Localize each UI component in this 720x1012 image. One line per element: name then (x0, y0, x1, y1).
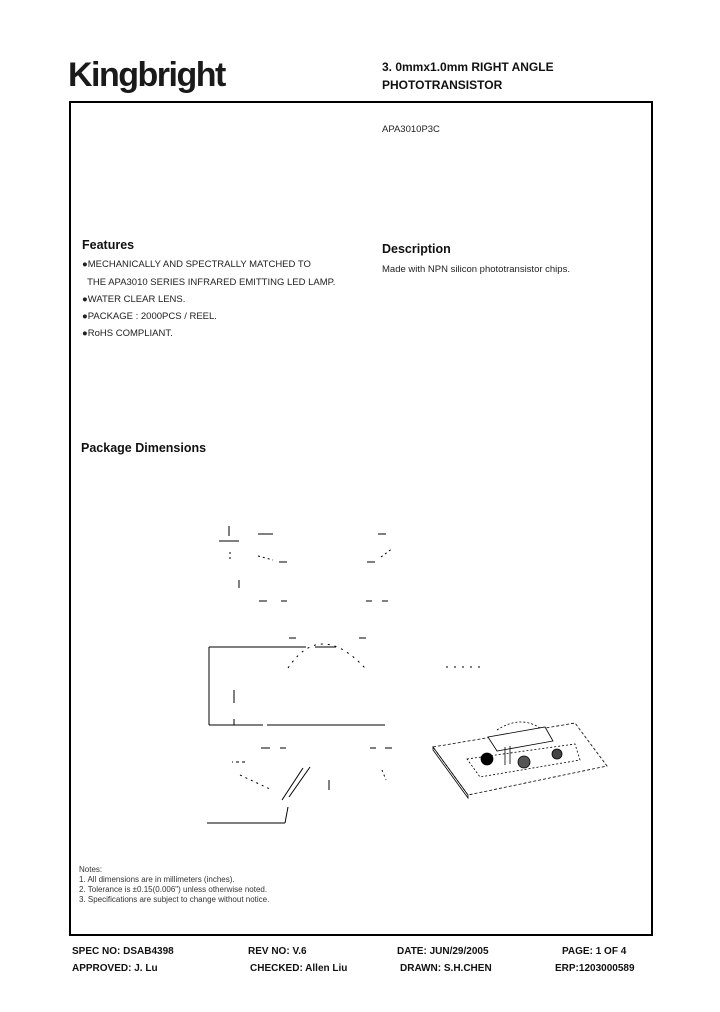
note-item: 3. Specifications are subject to change without notice. (79, 895, 270, 904)
feature-item: ●MECHANICALLY AND SPECTRALLY MATCHED TO (82, 259, 311, 270)
description-text: Made with NPN silicon phototransistor chips. (382, 264, 570, 275)
feature-item: ●RoHS COMPLIANT. (82, 328, 173, 339)
drawn: DRAWN: S.H.CHEN (400, 963, 492, 974)
title-line-1: 3. 0mmx1.0mm RIGHT ANGLE (382, 60, 554, 74)
feature-item: ●WATER CLEAR LENS. (82, 294, 186, 305)
checked: CHECKED: Allen Liu (250, 963, 348, 974)
3d-package-render (433, 722, 607, 798)
erp: ERP:1203000589 (555, 963, 635, 974)
note-item: 2. Tolerance is ±0.15(0.006") unless otherwise noted. (79, 885, 268, 894)
notes-heading: Notes: (79, 865, 103, 874)
kingbright-logo: Kingbright (68, 56, 225, 94)
feature-item: THE APA3010 SERIES INFRARED EMITTING LED LAMP. (82, 277, 336, 288)
package-dimensions-heading: Package Dimensions (81, 441, 207, 455)
title-line-2: PHOTOTRANSISTOR (382, 78, 503, 92)
rev-no: REV NO: V.6 (248, 946, 307, 957)
spec-no: SPEC NO: DSAB4398 (72, 946, 174, 957)
date: DATE: JUN/29/2005 (397, 946, 489, 957)
page-number: PAGE: 1 OF 4 (562, 946, 627, 957)
approved: APPROVED: J. Lu (72, 963, 158, 974)
note-item: 1. All dimensions are in millimeters (inches). (79, 875, 235, 884)
feature-item: ●PACKAGE : 2000PCS / REEL. (82, 311, 217, 322)
description-heading: Description (382, 242, 451, 256)
part-number: APA3010P3C (382, 124, 440, 135)
features-heading: Features (82, 238, 135, 252)
